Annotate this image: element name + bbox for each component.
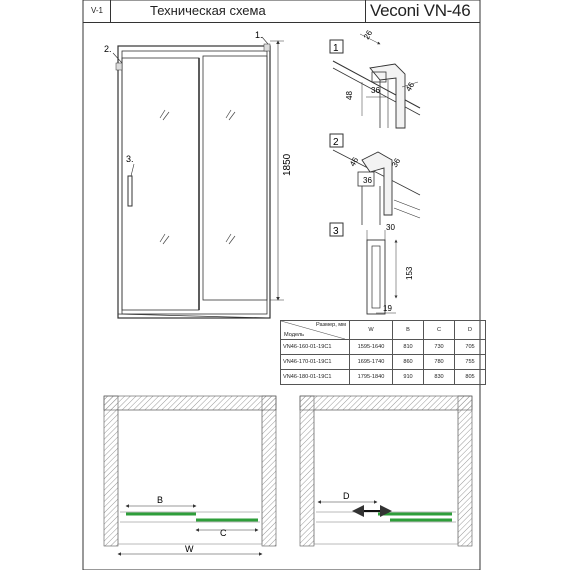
detail-1-dim-b: 48	[345, 91, 354, 100]
handle-profile	[367, 240, 385, 314]
table-corner	[281, 321, 350, 340]
callout-1: 1.	[255, 30, 263, 40]
detail-3-number: 3	[333, 226, 339, 237]
detail-1-dim-c: 36	[371, 86, 380, 95]
d-cell: 805	[455, 370, 486, 385]
detail-3-dim-b: 153	[405, 266, 414, 280]
w-cell: 1795-1840	[350, 370, 393, 385]
c-cell: 730	[424, 340, 455, 355]
fixed-panel	[122, 58, 199, 310]
col-header-d: D	[455, 321, 486, 340]
detail-2-dim-b: 36	[363, 176, 372, 185]
sliding-door	[203, 56, 267, 300]
plan-view-left	[104, 396, 276, 554]
detail-2-number: 2	[333, 137, 339, 148]
plan-view-right	[300, 396, 472, 546]
front-view	[113, 37, 284, 318]
w-cell: 1695-1740	[350, 355, 393, 370]
dim-c-label: C	[220, 528, 227, 538]
height-dimension: 1850	[282, 153, 293, 176]
model-cell: VN46-160-01-19C1	[281, 340, 350, 355]
table-row	[281, 370, 486, 385]
table-row	[281, 355, 486, 370]
b-cell: 810	[393, 340, 424, 355]
detail-2-dim-c: 36	[389, 156, 403, 169]
col-header-c: C	[424, 321, 455, 340]
detail-2	[330, 134, 420, 225]
detail-1-dim-a: 26	[361, 28, 375, 41]
glass-reflections	[160, 110, 235, 244]
dim-w-label: W	[185, 544, 194, 554]
b-cell: 860	[393, 355, 424, 370]
detail-1	[330, 34, 420, 128]
model-cell: VN46-180-01-19C1	[281, 370, 350, 385]
door-handle	[128, 176, 132, 206]
detail-1-dim-d: 46	[403, 80, 417, 93]
dim-b-label: B	[157, 495, 164, 505]
detail-2-dim-a: 46	[347, 155, 361, 168]
spec-table	[280, 320, 486, 385]
w-cell: 1595-1640	[350, 340, 393, 355]
d-cell: 755	[455, 355, 486, 370]
corner-model-label: Модель	[284, 332, 305, 338]
corner-size-label: Размер, мм	[315, 322, 346, 328]
outer-frame	[118, 46, 270, 318]
version-label: V-1	[91, 6, 104, 15]
sheet-border	[83, 0, 480, 570]
model-name: Veconi VN-46	[370, 1, 471, 20]
c-cell: 830	[424, 370, 455, 385]
callout-3: 3.	[126, 154, 134, 164]
col-header-b: B	[393, 321, 424, 340]
sheet-title: Техническая схема	[150, 3, 266, 18]
col-header-w: W	[350, 321, 393, 340]
model-cell: VN46-170-01-19C1	[281, 355, 350, 370]
inner-frame	[122, 51, 267, 314]
detail-3-dim-c: 19	[383, 304, 392, 313]
d-cell: 705	[455, 340, 486, 355]
dim-d-label: D	[343, 491, 350, 501]
detail-3	[330, 223, 396, 314]
b-cell: 910	[393, 370, 424, 385]
table-row	[281, 340, 486, 355]
c-cell: 780	[424, 355, 455, 370]
detail-1-number: 1	[333, 43, 339, 54]
detail-3-dim-a: 30	[386, 223, 395, 232]
callout-2: 2.	[104, 44, 112, 54]
